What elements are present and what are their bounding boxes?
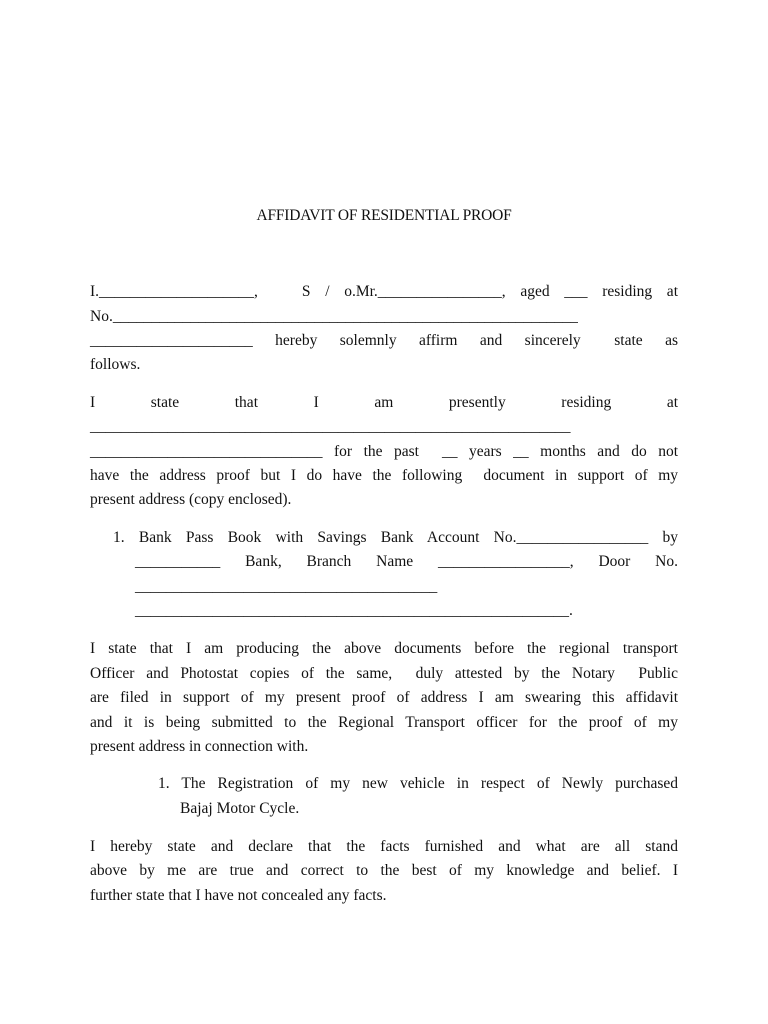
para2-line-4: have the address proof but I do have the following document in support of my (90, 467, 678, 484)
item1-line-4: ________________________________________________________. (135, 602, 573, 619)
para1-line-1: I.____________________, S / o.Mr.________________, aged ___ residing at (90, 283, 678, 300)
para3-line-3: are filed in support of my present proof of address I am swearing this affidavit (90, 689, 678, 706)
para4-line-3: further state that I have not concealed any facts. (90, 887, 387, 904)
para2-line-5: present address (copy enclosed). (90, 491, 292, 508)
para3-line-2: Officer and Photostat copies of the same, duly attested by the Notary Public (90, 665, 678, 682)
para4-line-2: above by me are true and correct to the best of my knowledge and belief. I (90, 862, 678, 879)
item1-line-2: ___________ Bank, Branch Name _________________, Door No. (135, 553, 678, 570)
para2-line-1: I state that I am presently residing at (90, 394, 678, 411)
para1-line-3: _____________________ hereby solemnly affirm and sincerely state as (90, 332, 678, 349)
para1-line-2: No.____________________________________________________________ (90, 308, 578, 325)
item2-line-2: Bajaj Motor Cycle. (180, 800, 300, 817)
para1-line-4: follows. (90, 356, 141, 373)
para2-line-2: ______________________________________________________________ (90, 418, 571, 435)
document-title: AFFIDAVIT OF RESIDENTIAL PROOF (256, 207, 512, 224)
para2-line-3: ______________________________ for the past __ years __ months and do not (90, 443, 678, 460)
para3-line-5: present address in connection with. (90, 738, 309, 755)
para3-line-1: I state that I am producing the above documents before the regional transport (90, 640, 678, 657)
item1-line-3: _______________________________________ (135, 578, 438, 595)
para4-line-1: I hereby state and declare that the facts furnished and what are all stand (90, 838, 678, 855)
item1-line-1: 1. Bank Pass Book with Savings Bank Account No._________________ by (113, 529, 678, 546)
item2-line-1: 1. The Registration of my new vehicle in respect of Newly purchased (158, 775, 678, 792)
para3-line-4: and it is being submitted to the Regional Transport officer for the proof of my (90, 714, 678, 731)
